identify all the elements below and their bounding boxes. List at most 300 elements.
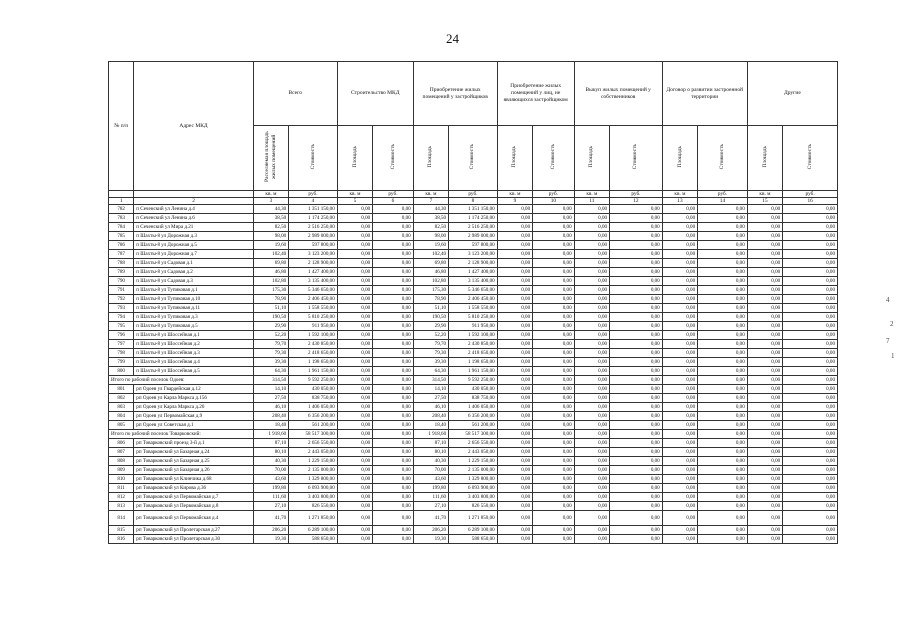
- cell-territory-area: 0,00: [662, 385, 697, 394]
- cell-other-area: 0,00: [747, 502, 782, 511]
- row-id: 800: [109, 367, 134, 376]
- cell-owner-buyout-cost: 0,00: [610, 385, 663, 394]
- cell-other-area: 0,00: [747, 349, 782, 358]
- row-id: 801: [109, 385, 134, 394]
- cell-non-developer-cost: 0,00: [533, 322, 575, 331]
- cell-owner-buyout-cost: 0,00: [610, 250, 663, 259]
- cell-non-developer-cost: 0,00: [533, 340, 575, 349]
- cell-developer-cost: 1 351 150,00: [449, 205, 498, 214]
- cell-total-cost: 561 200,00: [289, 421, 338, 430]
- cell-developer-area: 199,80: [413, 484, 448, 493]
- units-cell: [134, 191, 253, 198]
- cell-developer-area: 52,20: [413, 331, 448, 340]
- cell-other-area: 0,00: [747, 367, 782, 376]
- cell-total-cost: 6 093 900,00: [289, 484, 338, 493]
- cell-territory-area: 0,00: [662, 526, 697, 535]
- cell-non-developer-area: 0,00: [497, 493, 532, 502]
- cell-non-developer-cost: 0,00: [533, 223, 575, 232]
- cell-non-developer-area: 0,00: [497, 349, 532, 358]
- cell-total-area: 98,00: [253, 232, 288, 241]
- subheader-area: Площадь: [337, 126, 372, 191]
- cell-territory-area: 0,00: [662, 259, 697, 268]
- cell-other-cost: 0,00: [783, 511, 838, 526]
- cell-total-cost: 1 198 650,00: [289, 358, 338, 367]
- cell-developer-area: 40,30: [413, 457, 448, 466]
- cell-total-cost: 2 135 000,00: [289, 466, 338, 475]
- cell-owner-buyout-cost: 0,00: [610, 322, 663, 331]
- cell-construction-area: 0,00: [337, 511, 372, 526]
- cell-construction-cost: 0,00: [373, 457, 414, 466]
- cell-total-area: 208,40: [253, 412, 288, 421]
- row-address: п Сеченский ул Ленина д.6: [134, 214, 253, 223]
- cell-territory-area: 0,00: [662, 214, 697, 223]
- cell-non-developer-cost: 0,00: [533, 493, 575, 502]
- cell-other-cost: 0,00: [783, 421, 838, 430]
- cell-non-developer-area: 0,00: [497, 358, 532, 367]
- cell-non-developer-area: 0,00: [497, 403, 532, 412]
- cell-other-cost: 0,00: [783, 250, 838, 259]
- cell-total-area: 19,30: [253, 535, 288, 544]
- cell-construction-cost: 0,00: [373, 232, 414, 241]
- cell-total-area: 79,70: [253, 340, 288, 349]
- cell-other-cost: 0,00: [783, 322, 838, 331]
- subheader-cost: Стоимость: [289, 126, 338, 191]
- cell-other-cost: 0,00: [783, 466, 838, 475]
- cell-construction-area: 0,00: [337, 295, 372, 304]
- cell-developer-cost: 3 123 200,00: [449, 250, 498, 259]
- cell-construction-area: 0,00: [337, 535, 372, 544]
- table-row: [109, 259, 838, 268]
- subtotal-row: [109, 430, 838, 439]
- cell-construction-cost: 0,00: [373, 340, 414, 349]
- cell-construction-area: 0,00: [337, 322, 372, 331]
- cell-total-cost: 2 406 450,00: [289, 295, 338, 304]
- cell-construction-cost: 0,00: [373, 394, 414, 403]
- cell-developer-cost: 2 418 650,00: [449, 349, 498, 358]
- cell-territory-cost: 0,00: [698, 493, 748, 502]
- cell-non-developer-area: 0,00: [497, 331, 532, 340]
- cell-other-area: 0,00: [747, 205, 782, 214]
- cell-non-developer-area: 0,00: [497, 232, 532, 241]
- cell-owner-buyout-area: 0,00: [574, 295, 609, 304]
- cell-other-cost: 0,00: [783, 331, 838, 340]
- group-header-non-developer-purchase: Приобретение жилых помещений у лиц, не являющихся застройщиком: [497, 62, 574, 126]
- row-id: 791: [109, 286, 134, 295]
- cell-construction-cost: 0,00: [373, 205, 414, 214]
- cell-owner-buyout-area: 0,00: [574, 502, 609, 511]
- cell-non-developer-area: 0,00: [497, 457, 532, 466]
- cell-non-developer-area: 0,00: [497, 214, 532, 223]
- cell-owner-buyout-cost: 0,00: [610, 340, 663, 349]
- cell-construction-cost: 0,00: [373, 466, 414, 475]
- cell-other-cost: 0,00: [783, 385, 838, 394]
- cell-construction-area: 0,00: [337, 358, 372, 367]
- cell-non-developer-area: 0,00: [497, 367, 532, 376]
- cell-developer-area: 19,60: [413, 241, 448, 250]
- cell-developer-cost: 2 516 250,00: [449, 223, 498, 232]
- subtotal-label: Итого по рабочий поселок Товарковский:: [109, 430, 254, 439]
- row-address: п Шахты-8 ул Садовая д.1: [134, 259, 253, 268]
- table-row: [109, 304, 838, 313]
- cell-territory-cost: 0,00: [698, 295, 748, 304]
- row-address: п Шахты-8 ул Садовая д.3: [134, 277, 253, 286]
- cell-construction-cost: 0,00: [373, 241, 414, 250]
- cell-owner-buyout-cost: 0,00: [610, 484, 663, 493]
- cell-territory-cost: 0,00: [698, 526, 748, 535]
- column-number: 12: [610, 198, 663, 205]
- cell-territory-area: 0,00: [662, 349, 697, 358]
- row-id: 788: [109, 259, 134, 268]
- cell-non-developer-cost: 0,00: [533, 457, 575, 466]
- page-number: 24: [446, 31, 459, 46]
- cell-developer-area: 98,00: [413, 232, 448, 241]
- cell-developer-area: 51,10: [413, 304, 448, 313]
- cell-total-cost: 3 123 200,00: [289, 250, 338, 259]
- cell-developer-cost: 2 656 550,00: [449, 439, 498, 448]
- column-number: 2: [134, 198, 253, 205]
- row-address: рп Товарковский ул Кирова д.36: [134, 484, 253, 493]
- row-address: рп Одоев ул Карла Маркса д.20: [134, 403, 253, 412]
- cell-developer-cost: 911 950,00: [449, 322, 498, 331]
- cell-construction-area: 0,00: [337, 421, 372, 430]
- cell-territory-cost: 0,00: [698, 511, 748, 526]
- cell-total-area: 38,50: [253, 214, 288, 223]
- cell-other-cost: 0,00: [783, 535, 838, 544]
- cell-territory-cost: 0,00: [698, 250, 748, 259]
- cell-non-developer-cost: 0,00: [533, 511, 575, 526]
- cell-owner-buyout-area: 0,00: [574, 457, 609, 466]
- cell-non-developer-cost: 0,00: [533, 259, 575, 268]
- cell-other-cost: 0,00: [783, 340, 838, 349]
- group-header-developer-purchase: Приобретение жилых помещений у застройщиков: [413, 62, 497, 126]
- cell-territory-area: 0,00: [662, 430, 697, 439]
- cell-construction-area: 0,00: [337, 340, 372, 349]
- cell-construction-area: 0,00: [337, 331, 372, 340]
- cell-construction-cost: 0,00: [373, 448, 414, 457]
- row-address: рп Товарковский ул Клинчика д.68: [134, 475, 253, 484]
- cell-territory-cost: 0,00: [698, 259, 748, 268]
- cell-other-area: 0,00: [747, 430, 782, 439]
- cell-other-cost: 0,00: [783, 313, 838, 322]
- group-header-construction: Строительство МКД: [337, 62, 413, 126]
- cell-construction-cost: 0,00: [373, 268, 414, 277]
- cell-developer-area: 102,80: [413, 277, 448, 286]
- cell-territory-area: 0,00: [662, 421, 697, 430]
- units-cell: кв. м: [253, 191, 288, 198]
- cell-territory-cost: 0,00: [698, 349, 748, 358]
- cell-non-developer-area: 0,00: [497, 259, 532, 268]
- cell-construction-cost: 0,00: [373, 286, 414, 295]
- cell-construction-cost: 0,00: [373, 493, 414, 502]
- units-cell: руб.: [783, 191, 838, 198]
- cell-total-cost: 1 351 150,00: [289, 205, 338, 214]
- row-id: 807: [109, 448, 134, 457]
- cell-construction-area: 0,00: [337, 277, 372, 286]
- cell-construction-area: 0,00: [337, 457, 372, 466]
- cell-owner-buyout-area: 0,00: [574, 313, 609, 322]
- cell-total-area: 190,50: [253, 313, 288, 322]
- cell-construction-area: 0,00: [337, 412, 372, 421]
- cell-territory-area: 0,00: [662, 241, 697, 250]
- cell-total-area: 18,40: [253, 421, 288, 430]
- cell-non-developer-cost: 0,00: [533, 250, 575, 259]
- table-row: [109, 295, 838, 304]
- cell-other-area: 0,00: [747, 259, 782, 268]
- cell-construction-cost: 0,00: [373, 511, 414, 526]
- row-id: 797: [109, 340, 134, 349]
- row-id: 796: [109, 331, 134, 340]
- cell-total-cost: 2 656 550,00: [289, 439, 338, 448]
- cell-other-cost: 0,00: [783, 277, 838, 286]
- cell-total-cost: 1 406 050,00: [289, 403, 338, 412]
- cell-owner-buyout-cost: 0,00: [610, 448, 663, 457]
- row-id: 794: [109, 313, 134, 322]
- cell-territory-cost: 0,00: [698, 304, 748, 313]
- cell-developer-cost: 6 289 100,00: [449, 526, 498, 535]
- cell-owner-buyout-area: 0,00: [574, 349, 609, 358]
- cell-owner-buyout-cost: 0,00: [610, 439, 663, 448]
- cell-territory-cost: 0,00: [698, 214, 748, 223]
- cell-non-developer-area: 0,00: [497, 340, 532, 349]
- subheader-area: Площадь: [497, 126, 532, 191]
- cell-total-area: 199,80: [253, 484, 288, 493]
- row-id: 815: [109, 526, 134, 535]
- cell-total-cost: 1 174 250,00: [289, 214, 338, 223]
- cell-other-area: 0,00: [747, 385, 782, 394]
- cell-other-cost: 0,00: [783, 403, 838, 412]
- table-row: [109, 250, 838, 259]
- row-address: рп Одоев ул Советская д.1: [134, 421, 253, 430]
- cell-non-developer-cost: 0,00: [533, 214, 575, 223]
- cell-other-cost: 0,00: [783, 358, 838, 367]
- cell-developer-area: 46,10: [413, 403, 448, 412]
- cell-developer-cost: 58 517 300,00: [449, 430, 498, 439]
- cell-non-developer-cost: 0,00: [533, 367, 575, 376]
- table-row: [109, 241, 838, 250]
- table-row: [109, 367, 838, 376]
- cell-other-area: 0,00: [747, 526, 782, 535]
- cell-territory-area: 0,00: [662, 286, 697, 295]
- subheader-area: Площадь: [413, 126, 448, 191]
- cell-total-area: 41,70: [253, 511, 288, 526]
- subheader-cost: Стоимость: [610, 126, 663, 191]
- table-row: [109, 205, 838, 214]
- column-number: 4: [289, 198, 338, 205]
- table-row: [109, 535, 838, 544]
- table-row: [109, 484, 838, 493]
- cell-territory-cost: 0,00: [698, 403, 748, 412]
- cell-territory-area: 0,00: [662, 376, 697, 385]
- cell-construction-area: 0,00: [337, 439, 372, 448]
- cell-developer-cost: 3 403 800,00: [449, 493, 498, 502]
- cell-construction-cost: 0,00: [373, 313, 414, 322]
- cell-non-developer-cost: 0,00: [533, 241, 575, 250]
- cell-construction-area: 0,00: [337, 214, 372, 223]
- cell-territory-area: 0,00: [662, 502, 697, 511]
- cell-construction-area: 0,00: [337, 475, 372, 484]
- units-cell: кв. м: [574, 191, 609, 198]
- cell-total-cost: 9 592 250,00: [289, 376, 338, 385]
- cell-territory-area: 0,00: [662, 439, 697, 448]
- cell-territory-area: 0,00: [662, 403, 697, 412]
- cell-owner-buyout-cost: 0,00: [610, 277, 663, 286]
- table-row: [109, 502, 838, 511]
- column-number: 6: [373, 198, 414, 205]
- cell-other-area: 0,00: [747, 448, 782, 457]
- table-row: [109, 313, 838, 322]
- cell-total-cost: 1 427 400,00: [289, 268, 338, 277]
- cell-territory-cost: 0,00: [698, 457, 748, 466]
- cell-territory-cost: 0,00: [698, 484, 748, 493]
- cell-territory-area: 0,00: [662, 448, 697, 457]
- cell-total-area: 64,30: [253, 367, 288, 376]
- row-id: 795: [109, 322, 134, 331]
- cell-owner-buyout-cost: 0,00: [610, 358, 663, 367]
- cell-other-cost: 0,00: [783, 502, 838, 511]
- cell-non-developer-cost: 0,00: [533, 385, 575, 394]
- cell-non-developer-area: 0,00: [497, 430, 532, 439]
- cell-non-developer-area: 0,00: [497, 502, 532, 511]
- units-cell: руб.: [449, 191, 498, 198]
- cell-construction-area: 0,00: [337, 286, 372, 295]
- table-row: [109, 457, 838, 466]
- cell-other-cost: 0,00: [783, 484, 838, 493]
- cell-construction-cost: 0,00: [373, 367, 414, 376]
- cell-non-developer-area: 0,00: [497, 412, 532, 421]
- cell-territory-cost: 0,00: [698, 430, 748, 439]
- units-cell: кв. м: [337, 191, 372, 198]
- cell-other-area: 0,00: [747, 241, 782, 250]
- cell-owner-buyout-area: 0,00: [574, 331, 609, 340]
- cell-territory-area: 0,00: [662, 304, 697, 313]
- cell-developer-area: 175,30: [413, 286, 448, 295]
- cell-territory-area: 0,00: [662, 475, 697, 484]
- cell-construction-cost: 0,00: [373, 331, 414, 340]
- cell-construction-cost: 0,00: [373, 502, 414, 511]
- table-row: [109, 448, 838, 457]
- cell-total-area: 79,30: [253, 349, 288, 358]
- row-id: 803: [109, 403, 134, 412]
- table-row: [109, 526, 838, 535]
- cell-construction-cost: 0,00: [373, 349, 414, 358]
- cell-developer-cost: 2 128 900,00: [449, 259, 498, 268]
- cell-developer-cost: 1 961 150,00: [449, 367, 498, 376]
- cell-total-area: 102,40: [253, 250, 288, 259]
- cell-total-cost: 2 989 000,00: [289, 232, 338, 241]
- table-row: [109, 232, 838, 241]
- cell-owner-buyout-cost: 0,00: [610, 304, 663, 313]
- table-row: [109, 403, 838, 412]
- cell-developer-area: 80,10: [413, 448, 448, 457]
- cell-developer-cost: 5 346 650,00: [449, 286, 498, 295]
- cell-total-area: 102,80: [253, 277, 288, 286]
- cell-developer-cost: 2 135 000,00: [449, 466, 498, 475]
- subtotal-label: Итого по рабочий поселок Одоев:: [109, 376, 254, 385]
- cell-other-cost: 0,00: [783, 241, 838, 250]
- row-address: рп Товарковский проезд 3-й д.1: [134, 439, 253, 448]
- cell-territory-area: 0,00: [662, 457, 697, 466]
- column-number: 5: [337, 198, 372, 205]
- cell-construction-cost: 0,00: [373, 223, 414, 232]
- cell-developer-cost: 1 329 800,00: [449, 475, 498, 484]
- cell-owner-buyout-area: 0,00: [574, 484, 609, 493]
- cell-territory-cost: 0,00: [698, 421, 748, 430]
- cell-territory-cost: 0,00: [698, 535, 748, 544]
- cell-non-developer-cost: 0,00: [533, 421, 575, 430]
- row-address: п Шахты-8 ул Тупиковая д.5: [134, 322, 253, 331]
- cell-owner-buyout-area: 0,00: [574, 511, 609, 526]
- row-address: рп Одоев ул Гвардейская д.12: [134, 385, 253, 394]
- group-header-territory-development: Договор о развитии застроенной территории: [662, 62, 747, 126]
- column-header-address: Адрес МКД: [134, 62, 253, 191]
- cell-territory-cost: 0,00: [698, 376, 748, 385]
- cell-total-area: 46,10: [253, 403, 288, 412]
- cell-non-developer-area: 0,00: [497, 484, 532, 493]
- cell-total-cost: 1 229 150,00: [289, 457, 338, 466]
- cell-developer-cost: 1 271 850,00: [449, 511, 498, 526]
- cell-developer-cost: 1 558 550,00: [449, 304, 498, 313]
- cell-construction-area: 0,00: [337, 484, 372, 493]
- cell-non-developer-area: 0,00: [497, 268, 532, 277]
- cell-owner-buyout-area: 0,00: [574, 394, 609, 403]
- row-id: 799: [109, 358, 134, 367]
- cell-total-cost: 911 950,00: [289, 322, 338, 331]
- cell-developer-area: 70,00: [413, 466, 448, 475]
- cell-territory-cost: 0,00: [698, 241, 748, 250]
- row-address: п Сеченский ул Мира д.21: [134, 223, 253, 232]
- cell-total-area: 39,30: [253, 358, 288, 367]
- cell-construction-area: 0,00: [337, 448, 372, 457]
- cell-total-area: 82,50: [253, 223, 288, 232]
- row-address: п Шахты-8 ул Шоссейная д.2: [134, 340, 253, 349]
- cell-construction-cost: 0,00: [373, 250, 414, 259]
- cell-owner-buyout-area: 0,00: [574, 205, 609, 214]
- cell-non-developer-area: 0,00: [497, 241, 532, 250]
- cell-other-area: 0,00: [747, 313, 782, 322]
- cell-territory-cost: 0,00: [698, 277, 748, 286]
- cell-territory-area: 0,00: [662, 358, 697, 367]
- cell-total-area: 1 918,60: [253, 430, 288, 439]
- cell-developer-area: 82,50: [413, 223, 448, 232]
- cell-other-cost: 0,00: [783, 214, 838, 223]
- cell-other-cost: 0,00: [783, 205, 838, 214]
- cell-construction-area: 0,00: [337, 241, 372, 250]
- cell-developer-area: 39,30: [413, 358, 448, 367]
- cell-total-cost: 430 050,00: [289, 385, 338, 394]
- row-address: рп Товарковский ул Первомайская д.7: [134, 493, 253, 502]
- cell-territory-area: 0,00: [662, 340, 697, 349]
- cell-total-area: 51,10: [253, 304, 288, 313]
- cell-territory-area: 0,00: [662, 484, 697, 493]
- cell-other-area: 0,00: [747, 286, 782, 295]
- cell-total-cost: 838 750,00: [289, 394, 338, 403]
- row-id: 812: [109, 493, 134, 502]
- row-address: рп Одоев ул Первомайская д.9: [134, 412, 253, 421]
- cell-territory-area: 0,00: [662, 367, 697, 376]
- cell-territory-cost: 0,00: [698, 340, 748, 349]
- subtotal-row: [109, 376, 838, 385]
- units-cell: руб.: [533, 191, 575, 198]
- cell-owner-buyout-cost: 0,00: [610, 241, 663, 250]
- cell-other-cost: 0,00: [783, 367, 838, 376]
- cell-owner-buyout-cost: 0,00: [610, 421, 663, 430]
- cell-territory-cost: 0,00: [698, 475, 748, 484]
- cell-other-area: 0,00: [747, 493, 782, 502]
- cell-other-area: 0,00: [747, 466, 782, 475]
- cell-developer-area: 111,60: [413, 493, 448, 502]
- cell-developer-area: 102,40: [413, 250, 448, 259]
- cell-developer-area: 44,30: [413, 205, 448, 214]
